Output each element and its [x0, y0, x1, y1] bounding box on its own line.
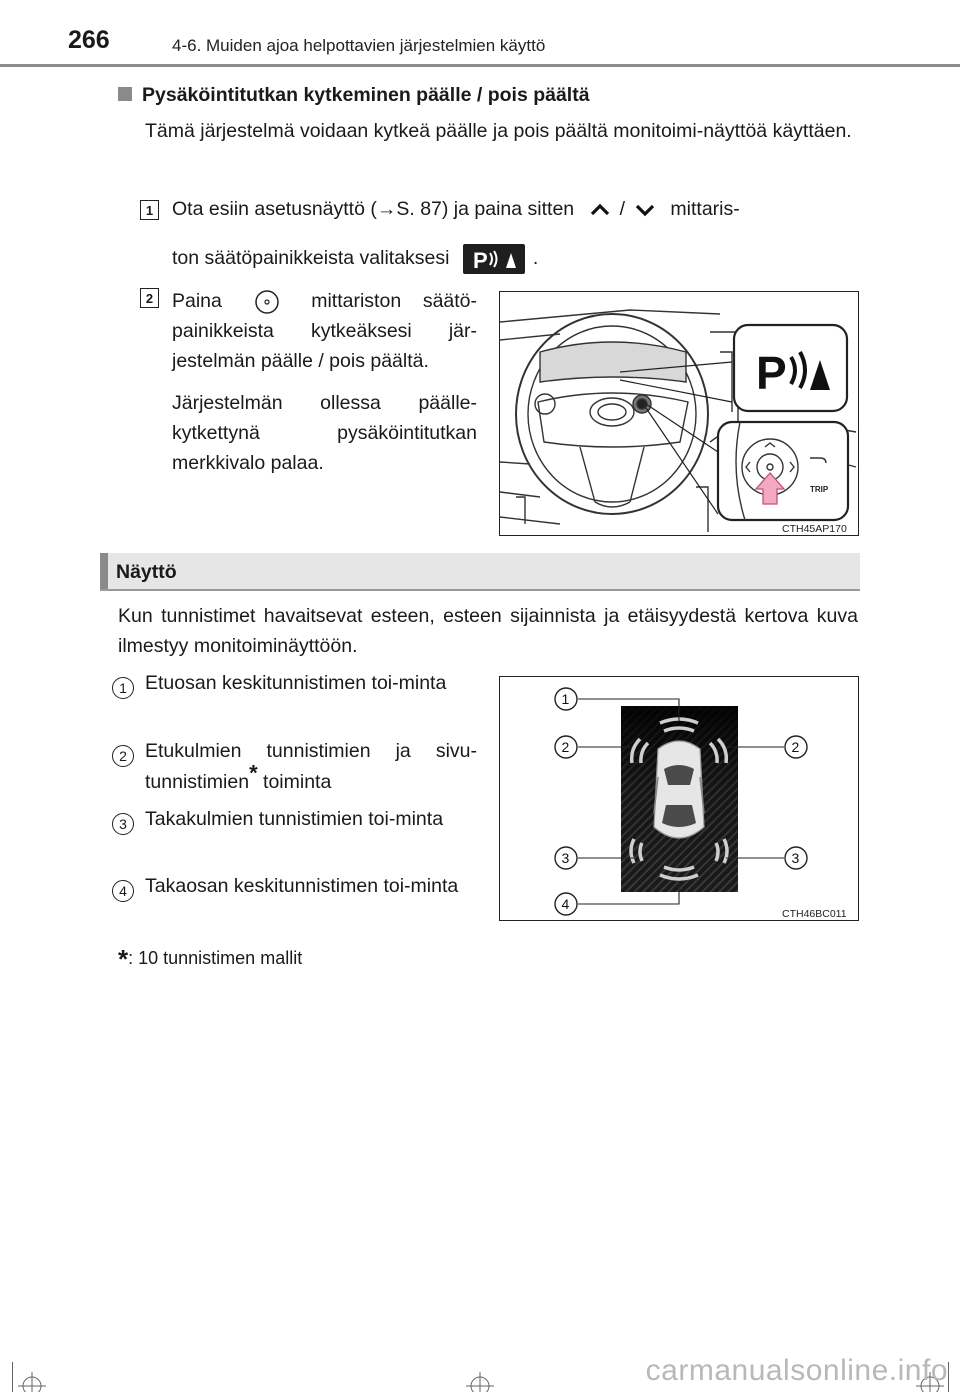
- step1-text-a: Ota esiin asetusnäyttö (: [172, 198, 377, 220]
- step2-text-b: mittariston säätö-painikkeista kytkeäksesi jär-jestelmän päälle / pois päältä.: [172, 290, 478, 372]
- reference-arrow: →: [376, 198, 397, 220]
- callout-1: 1: [561, 691, 570, 707]
- list-item-4: Takaosan keskitunnistimen toi-minta: [145, 875, 459, 897]
- figure-steering-wheel: [499, 291, 859, 536]
- callout-3-right: 3: [791, 850, 800, 866]
- step2-text: [172, 286, 477, 376]
- trip-label: TRIP: [810, 485, 829, 494]
- list-number-1: 1: [112, 677, 134, 699]
- crop-mark: [948, 1362, 949, 1392]
- list-number-2: 2: [112, 745, 134, 767]
- steering-wheel-illustration: [500, 292, 857, 534]
- footnote-star-mark: *: [118, 944, 129, 974]
- square-bullet-icon: [118, 87, 132, 101]
- figure2-code: CTH46BC011: [782, 908, 847, 919]
- chevron-down-icon: [625, 199, 665, 221]
- step1-text-c: mittaris-: [670, 198, 740, 220]
- list-item-2-text-end: toiminta: [257, 771, 332, 793]
- crop-mark: [12, 1362, 13, 1392]
- footnote-star: *: [249, 760, 258, 786]
- display-intro: Kun tunnistimet havaitsevat esteen, esteen sijainnista ja etäisyydestä kertova kuva ilmestyy monitoiminäyttöön.: [118, 605, 858, 657]
- step1-separator: /: [619, 198, 625, 220]
- section-bar-naytto: [100, 553, 860, 591]
- step1-text-b: S. 87) ja paina sitten: [396, 198, 575, 220]
- svg-text:P: P: [756, 347, 787, 399]
- callout-2-left: 2: [561, 739, 570, 755]
- figure1-code: CTH45AP170: [782, 523, 847, 534]
- callout-2-right: 2: [791, 739, 800, 755]
- step-number-2: 2: [140, 288, 159, 308]
- list-item-2: [145, 736, 477, 798]
- callout-4: 4: [561, 896, 570, 912]
- step2-text2: Järjestelmän ollessa päälle-kytkettynä pysäköintitutkan merkkivalo palaa.: [172, 392, 477, 474]
- list-item-1: Etuosan keskitunnistimen toi-minta: [145, 672, 447, 694]
- section-bar-tab: [100, 553, 108, 589]
- section-title-text: Pysäköintitutkan kytkeminen päälle / pois päältä: [142, 84, 590, 106]
- section-bar-title: Näyttö: [116, 561, 177, 583]
- page-number: 266: [68, 26, 110, 54]
- ok-button-icon: [252, 290, 282, 314]
- step1-line2-text: ton säätöpainikkeista valitaksesi: [172, 247, 450, 270]
- list-item-3: Takakulmien tunnistimien toi-minta: [145, 808, 444, 830]
- chevron-up-icon: [580, 199, 620, 221]
- registration-mark-icon: [18, 1372, 46, 1392]
- list-item-2-text: Etukulmien tunnistimien ja sivu-tunnistimien: [145, 740, 477, 793]
- section-title-radar-toggle: [118, 84, 590, 107]
- registration-mark-icon: [466, 1372, 494, 1392]
- svg-text:P: P: [472, 248, 488, 273]
- list-number-4: 4: [112, 880, 134, 902]
- step-number-1: 1: [140, 200, 159, 220]
- chapter-title: 4-6. Muiden ajoa helpottavien järjestelmien käyttö: [172, 36, 546, 55]
- section-intro: Tämä järjestelmä voidaan kytkeä päälle ja pois päältä monitoimi-näyttöä käyttäen.: [145, 120, 852, 142]
- list-number-3: 3: [112, 813, 134, 835]
- header-rule: [0, 64, 960, 67]
- step1-period: .: [532, 247, 539, 270]
- watermark[interactable]: carmanualsonline.info: [645, 1354, 948, 1387]
- step1-line1: [172, 198, 740, 221]
- step2-text-a: Paina: [172, 290, 222, 312]
- callout-3-left: 3: [561, 850, 570, 866]
- sensor-display-illustration: [500, 677, 857, 919]
- footnote-text: : 10 tunnistimen mallit: [128, 948, 303, 968]
- parking-sensor-icon: [463, 244, 525, 274]
- step1-line2: [172, 244, 538, 274]
- figure-sensor-display: [499, 676, 859, 921]
- footnote: [118, 944, 302, 975]
